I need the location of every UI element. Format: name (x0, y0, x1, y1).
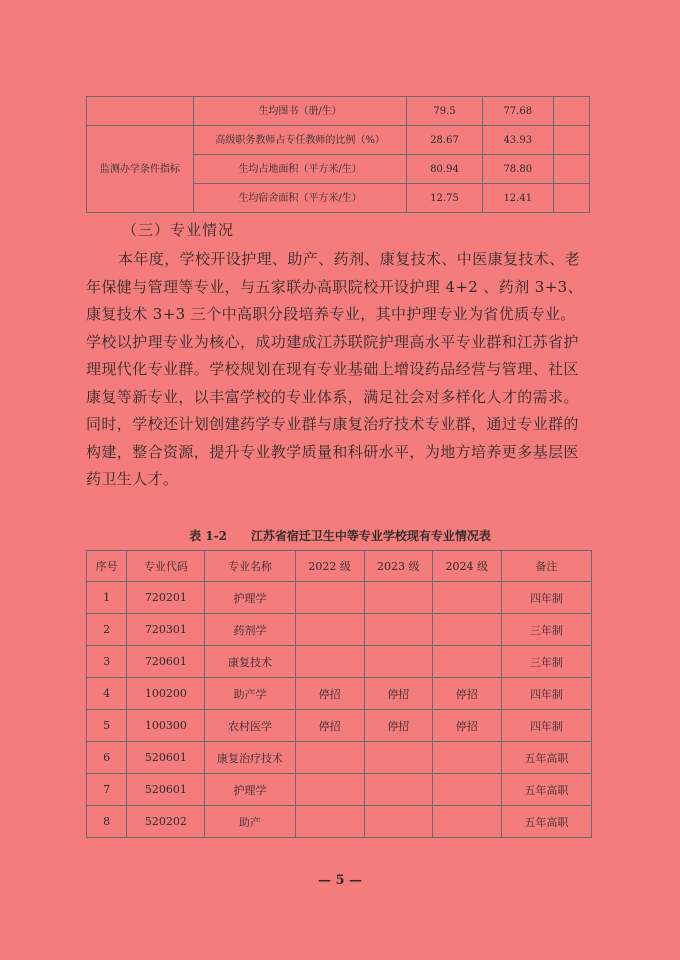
table-cell: 77.68 (482, 97, 553, 126)
table-row (87, 614, 592, 646)
table-cell (87, 97, 194, 126)
table-cell: 三年制 (501, 614, 591, 646)
row-group-label: 监测办学条件指标 (87, 126, 194, 213)
table-cell: 43.93 (482, 126, 553, 155)
table-cell (295, 774, 364, 806)
table-cell (295, 614, 364, 646)
paragraph-line: 本年度，学校开设护理、助产、药剂、康复技术、中医康复技术、老 (118, 250, 581, 268)
table-row (87, 126, 590, 155)
column-header: 2022 级 (295, 551, 364, 582)
paragraph-line: 药卫生人才。 (86, 470, 179, 488)
table-cell (364, 742, 432, 774)
section-paragraph (86, 246, 598, 494)
table-cell (295, 806, 364, 838)
table-cell: 四年制 (501, 710, 591, 742)
paragraph-line: 同时，学校还计划创建药学专业群与康复治疗技术专业群，通过专业群的 (86, 415, 579, 433)
table-row (87, 678, 592, 710)
column-header: 专业名称 (205, 551, 295, 582)
table-cell (553, 184, 589, 213)
table-cell: 3 (87, 646, 127, 678)
table-cell: 停招 (295, 678, 364, 710)
table-cell: 生均宿舍面积（平方米/生） (193, 184, 407, 213)
column-header: 备注 (501, 551, 591, 582)
table-cell: 78.80 (482, 155, 553, 184)
table-cell: 100200 (127, 678, 205, 710)
paragraph-line: 康复技术 3+3 三个中高职分段培养专业，其中护理专业为省优质专业。 (86, 305, 576, 323)
table-cell: 停招 (432, 678, 501, 710)
table-header-row (87, 551, 592, 582)
table-cell: 100300 (127, 710, 205, 742)
table-cell (432, 646, 501, 678)
table-cell: 五年高职 (501, 806, 591, 838)
table-cell (295, 742, 364, 774)
table-cell: 护理学 (205, 582, 295, 614)
paragraph-line: 康复等新专业，以丰富学校的专业体系，满足社会对多样化人才的需求。 (86, 387, 579, 406)
majors-table-body (87, 582, 592, 838)
table-cell (295, 646, 364, 678)
table-cell: 6 (87, 742, 127, 774)
table-cell: 4 (87, 678, 127, 710)
column-header: 2024 级 (432, 551, 501, 582)
paragraph-line: 学校以护理专业为核心，成功建成江苏联院护理高水平专业群和江苏省护 (86, 332, 579, 351)
table-cell (295, 582, 364, 614)
table-cell: 520601 (127, 774, 205, 806)
table-cell (553, 155, 589, 184)
table-cell: 五年高职 (501, 742, 591, 774)
table-cell: 1 (87, 582, 127, 614)
paragraph-line: 年保健与管理等专业，与五家联办高职院校开设护理 4+2 、药剂 3+3、 (86, 277, 584, 296)
table-cell: 7 (87, 774, 127, 806)
table-cell (432, 614, 501, 646)
table-cell (432, 806, 501, 838)
table-cell (553, 126, 589, 155)
table-cell (364, 646, 432, 678)
column-header: 专业代码 (127, 551, 205, 582)
section-heading: （三）专业情况 (122, 221, 235, 239)
table-cell: 80.94 (407, 155, 482, 184)
table-cell: 三年制 (501, 646, 591, 678)
table-cell: 停招 (432, 710, 501, 742)
table-cell: 2 (87, 614, 127, 646)
table-cell: 520601 (127, 742, 205, 774)
table-cell: 12.41 (482, 184, 553, 213)
table-cell (432, 742, 501, 774)
majors-table (86, 550, 592, 838)
column-header: 序号 (87, 551, 127, 582)
table-cell: 12.75 (407, 184, 482, 213)
paragraph-line: 构建，整合资源，提升专业教学质量和科研水平，为地方培养更多基层医 (86, 442, 579, 461)
table-cell: 720201 (127, 582, 205, 614)
table-cell: 四年制 (501, 678, 591, 710)
indicator-table (86, 96, 590, 213)
table-cell: 停招 (295, 710, 364, 742)
table-cell: 康复技术 (205, 646, 295, 678)
table-cell: 79.5 (407, 97, 482, 126)
table-row (87, 582, 592, 614)
table-cell (432, 582, 501, 614)
table-cell: 四年制 (501, 582, 591, 614)
table-row (87, 806, 592, 838)
table-cell: 康复治疗技术 (205, 742, 295, 774)
table-cell: 高级职务教师占专任教师的比例（%） (193, 126, 407, 155)
table-cell: 停招 (364, 710, 432, 742)
table-row (87, 646, 592, 678)
table-cell: 农村医学 (205, 710, 295, 742)
table-cell (364, 614, 432, 646)
table-row (87, 742, 592, 774)
table-cell: 生均占地面积（平方米/生） (193, 155, 407, 184)
table-cell: 停招 (364, 678, 432, 710)
table-cell: 5 (87, 710, 127, 742)
table-cell (553, 97, 589, 126)
table-caption: 表 1-2 江苏省宿迁卫生中等专业学校现有专业情况表 (189, 529, 491, 543)
paragraph-line: 理现代化专业群。学校规划在现有专业基础上增设药品经营与管理、社区 (86, 360, 579, 378)
table-cell (364, 774, 432, 806)
table-cell (364, 582, 432, 614)
table-cell (432, 774, 501, 806)
table-cell (364, 806, 432, 838)
table-cell: 720601 (127, 646, 205, 678)
table-cell: 护理学 (205, 774, 295, 806)
table-row (87, 97, 590, 126)
table-cell: 五年高职 (501, 774, 591, 806)
table-cell: 助产 (205, 806, 295, 838)
table-cell: 药剂学 (205, 614, 295, 646)
table-row (87, 774, 592, 806)
table-cell: 28.67 (407, 126, 482, 155)
table-cell: 8 (87, 806, 127, 838)
table-cell: 生均图书（册/生） (193, 97, 407, 126)
table-cell: 720301 (127, 614, 205, 646)
page-number: — 5 — (317, 873, 363, 888)
column-header: 2023 级 (364, 551, 432, 582)
table-row (87, 710, 592, 742)
table-cell: 助产学 (205, 678, 295, 710)
table-cell: 520202 (127, 806, 205, 838)
